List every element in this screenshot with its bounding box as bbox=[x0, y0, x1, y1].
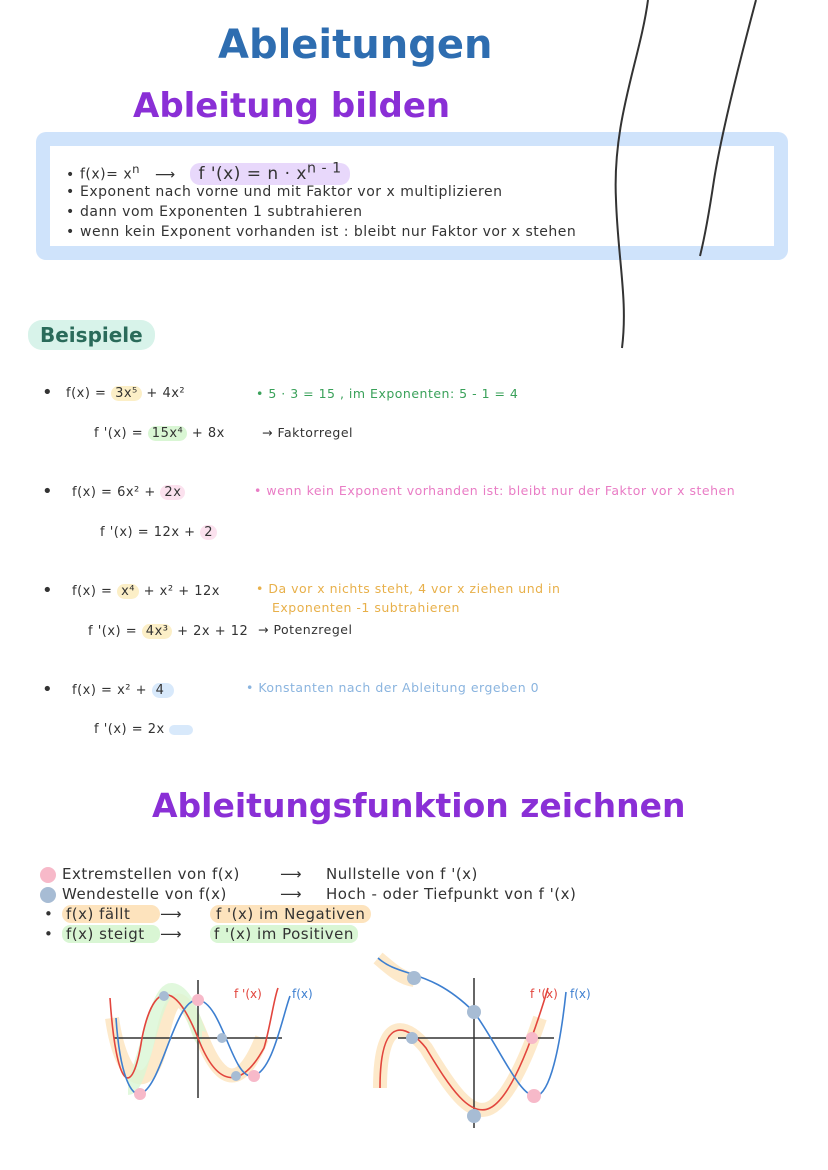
formula-left-exponent: n bbox=[132, 162, 140, 176]
example-highlight: 2 bbox=[200, 525, 217, 540]
label-derivative: f '(x) bbox=[234, 987, 262, 1001]
bullet: • bbox=[42, 481, 53, 502]
rule-text: dann vom Exponenten 1 subtrahieren bbox=[80, 204, 363, 220]
example-text: f '(x) = bbox=[88, 624, 138, 639]
examples-label: Beispiele bbox=[28, 320, 155, 350]
example-text: f(x) = bbox=[66, 386, 107, 401]
rule-line-2: • Exponent nach vorne und mit Faktor vor x multiplizieren bbox=[66, 184, 503, 200]
formula-left: f(x)= x bbox=[80, 166, 133, 183]
relation-extremstellen bbox=[40, 865, 478, 883]
example-2-function bbox=[72, 485, 185, 500]
formula-right: f '(x) = n · x bbox=[198, 163, 307, 184]
extremum-marker bbox=[192, 994, 204, 1006]
relation-left: f(x) steigt bbox=[62, 925, 160, 943]
example-1-note: • 5 · 3 = 15 , im Exponenten: 5 - 1 = 4 bbox=[256, 386, 519, 401]
arrow-icon: ⟶ bbox=[280, 885, 303, 903]
example-highlight: 3x⁵ bbox=[111, 386, 142, 401]
graph-left bbox=[102, 978, 332, 1108]
formula-right-exponent: n - 1 bbox=[306, 160, 342, 176]
example-highlight: 2x bbox=[160, 485, 185, 500]
example-text: f(x) = x² + bbox=[72, 683, 148, 698]
rule-text: Exponent nach vorne und mit Faktor vor x multiplizieren bbox=[80, 184, 503, 200]
example-4-derivative bbox=[94, 722, 193, 737]
pencil-stroke bbox=[700, 0, 756, 256]
arrow-icon: ⟶ bbox=[280, 865, 303, 883]
example-3-function bbox=[72, 584, 220, 599]
page-title: Ableitungen bbox=[218, 22, 493, 68]
section-title-ableitung-bilden: Ableitung bilden bbox=[133, 86, 451, 126]
example-3-note-cont: Exponenten -1 subtrahieren bbox=[272, 600, 460, 615]
example-highlight: x⁴ bbox=[117, 584, 139, 599]
inflection-marker bbox=[217, 1033, 227, 1043]
inflection-marker bbox=[407, 971, 421, 985]
example-text: f '(x) = 2x bbox=[94, 722, 165, 737]
inflection-marker bbox=[231, 1071, 241, 1081]
bullet: • bbox=[42, 679, 53, 700]
extremum-marker bbox=[527, 1089, 541, 1103]
bullet: • bbox=[42, 580, 53, 601]
arrow-icon: ⟶ bbox=[160, 905, 183, 923]
example-text: f '(x) = 12x + bbox=[100, 525, 196, 540]
pencil-strokes bbox=[0, 0, 828, 360]
extremum-marker bbox=[248, 1070, 260, 1082]
relation-left: Wendestelle von f(x) bbox=[62, 885, 227, 903]
pink-marker-icon bbox=[40, 867, 56, 883]
inflection-marker bbox=[467, 1109, 481, 1123]
label-function: f(x) bbox=[570, 987, 591, 1001]
example-text: f(x) = 6x² + bbox=[72, 485, 156, 500]
relation-faellt bbox=[44, 905, 371, 923]
pencil-stroke bbox=[616, 0, 648, 348]
example-4-function bbox=[72, 683, 174, 698]
relation-left: Extremstellen von f(x) bbox=[62, 865, 240, 883]
example-text: + x² + 12x bbox=[143, 584, 220, 599]
label-function: f(x) bbox=[292, 987, 313, 1001]
bullet: • bbox=[44, 905, 54, 923]
inflection-marker bbox=[159, 991, 169, 1001]
empty-highlight bbox=[169, 725, 193, 735]
extremum-marker bbox=[134, 1088, 146, 1100]
extremum-marker bbox=[526, 1032, 538, 1044]
bullet: • bbox=[42, 382, 53, 403]
relation-right: Hoch - oder Tiefpunkt von f '(x) bbox=[326, 885, 577, 903]
example-highlight: 4 bbox=[152, 683, 175, 698]
example-text: f '(x) = bbox=[94, 426, 144, 441]
example-highlight: 15x⁴ bbox=[148, 426, 187, 441]
example-text: + 8x bbox=[191, 426, 225, 441]
example-2-note: • wenn kein Exponent vorhanden ist: bleibt nur der Faktor vor x stehen bbox=[254, 483, 736, 498]
rule-line-3: • dann vom Exponenten 1 subtrahieren bbox=[66, 204, 363, 220]
example-1-derivative bbox=[94, 426, 225, 441]
example-3-rule: → Potenzregel bbox=[258, 622, 353, 637]
inflection-marker bbox=[467, 1005, 481, 1019]
example-text: + 2x + 12 bbox=[177, 624, 249, 639]
label-derivative: f '(x) bbox=[530, 987, 558, 1001]
inflection-marker bbox=[406, 1032, 418, 1044]
section-title-ableitungsfunktion: Ableitungsfunktion zeichnen bbox=[152, 786, 686, 825]
relation-right: f '(x) im Positiven bbox=[210, 925, 358, 943]
relation-right: Nullstelle von f '(x) bbox=[326, 865, 478, 883]
rule-formula: • $f(x)= x^n$ ⟶ f '$(x) = n \cdot x^{n - 1}$ bbox=[66, 160, 350, 184]
blue-marker-icon bbox=[40, 887, 56, 903]
graph-right bbox=[370, 948, 610, 1128]
relation-steigt bbox=[44, 925, 358, 943]
relation-left: f(x) fällt bbox=[62, 905, 160, 923]
example-2-derivative bbox=[100, 525, 217, 540]
example-text: + 4x² bbox=[146, 386, 186, 401]
example-1-rule: → Faktorregel bbox=[262, 425, 354, 440]
relation-right: f '(x) im Negativen bbox=[210, 905, 371, 923]
example-text: f(x) = bbox=[72, 584, 113, 599]
rule-line-4: • wenn kein Exponent vorhanden ist : bleibt nur Faktor vor x stehen bbox=[66, 224, 577, 240]
example-3-note: • Da vor x nichts steht, 4 vor x ziehen und in bbox=[256, 581, 561, 596]
example-3-derivative bbox=[88, 624, 248, 639]
example-highlight: 4x³ bbox=[142, 624, 173, 639]
example-1-function bbox=[66, 386, 185, 401]
rule-text: wenn kein Exponent vorhanden ist : bleibt nur Faktor vor x stehen bbox=[80, 224, 577, 240]
arrow-icon: ⟶ bbox=[160, 925, 183, 943]
bullet: • bbox=[44, 925, 54, 943]
arrow-icon: ⟶ bbox=[154, 166, 176, 183]
relation-wendestelle bbox=[40, 885, 576, 903]
example-4-note: • Konstanten nach der Ableitung ergeben 0 bbox=[246, 680, 540, 695]
